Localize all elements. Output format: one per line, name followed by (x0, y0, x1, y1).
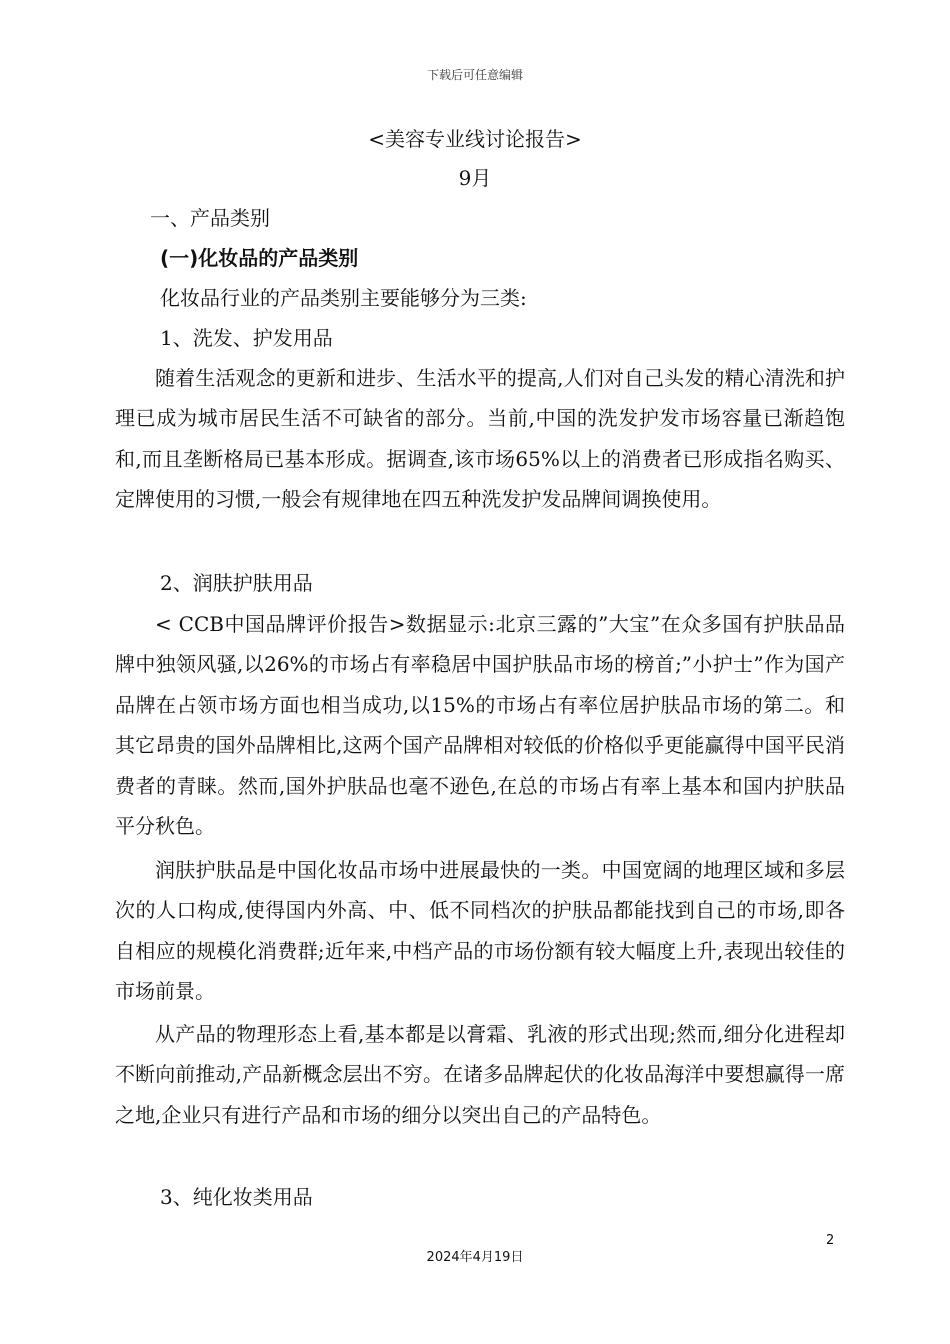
intro-text: 化妆品行业的产品类别主要能够分为三类: (160, 286, 527, 310)
section-heading: 一、产品类别 (150, 206, 270, 230)
document-title: <美容专业线讨论报告> (368, 127, 582, 151)
item2-paragraph-2: 润肤护肤品是中国化妆品市场中进展最快的一类。中国宽阔的地理区域和多层次的人口构成,使得国内外高、中、低不同档次的护肤品都能找到自己的市场,即各自相应的规模化消费群;近年来,中档产品的市场份额有较大幅度上升,表现出较佳的市场前景。 (115, 858, 845, 1004)
item2-paragraph-1: < CCB中国品牌评价报告>数据显示:北京三露的”大宝”在众多国有护肤品品牌中独领风骚,以26%的市场占有率稳居中国护肤品市场的榜首;”小护士”作为国产品牌在占领市场方面也相当成功,以15%的市场占有率位居护肤品市场的第二。和其它昂贵的国外品牌相比,这两个国产品牌相对较低的价格似乎更能赢得中国平民消费者的青睐。然而,国外护肤品也毫不逊色,在总的市场占有率上基本和国内护肤品平分秋色。 (115, 612, 845, 839)
item1-heading: 1、洗发、护发用品 (160, 326, 333, 350)
page-header-note: 下载后可任意编辑 (426, 68, 523, 82)
document-month: 9月 (458, 166, 492, 190)
item2-heading: 2、润肤护肤用品 (160, 571, 313, 595)
page-number: 2 (826, 1233, 835, 1248)
item3-heading: 3、纯化妆类用品 (160, 1185, 313, 1209)
item1-paragraph: 随着生活观念的更新和进步、生活水平的提高,人们对自己头发的精心清洗和护理已成为城市居民生活不可缺省的部分。当前,中国的洗发护发市场容量已渐趋饱和,而且垄断格局已基本形成。据调查,该市场65%以上的消费者已形成指名购买、定牌使用的习惯,一般会有规律地在四五种洗发护发品牌间调换使用。 (115, 366, 845, 512)
sub-heading: (一)化妆品的产品类别 (160, 246, 359, 270)
footer-date: 2024年4月19日 (426, 1250, 524, 1265)
item2-paragraph-3: 从产品的物理形态上看,基本都是以膏霜、乳液的形式出现;然而,细分化进程却不断向前推动,产品新概念层出不穷。在诸多品牌起伏的化妆品海洋中要想赢得一席之地,企业只有进行产品和市场的细分以突出自己的产品特色。 (115, 1022, 845, 1127)
